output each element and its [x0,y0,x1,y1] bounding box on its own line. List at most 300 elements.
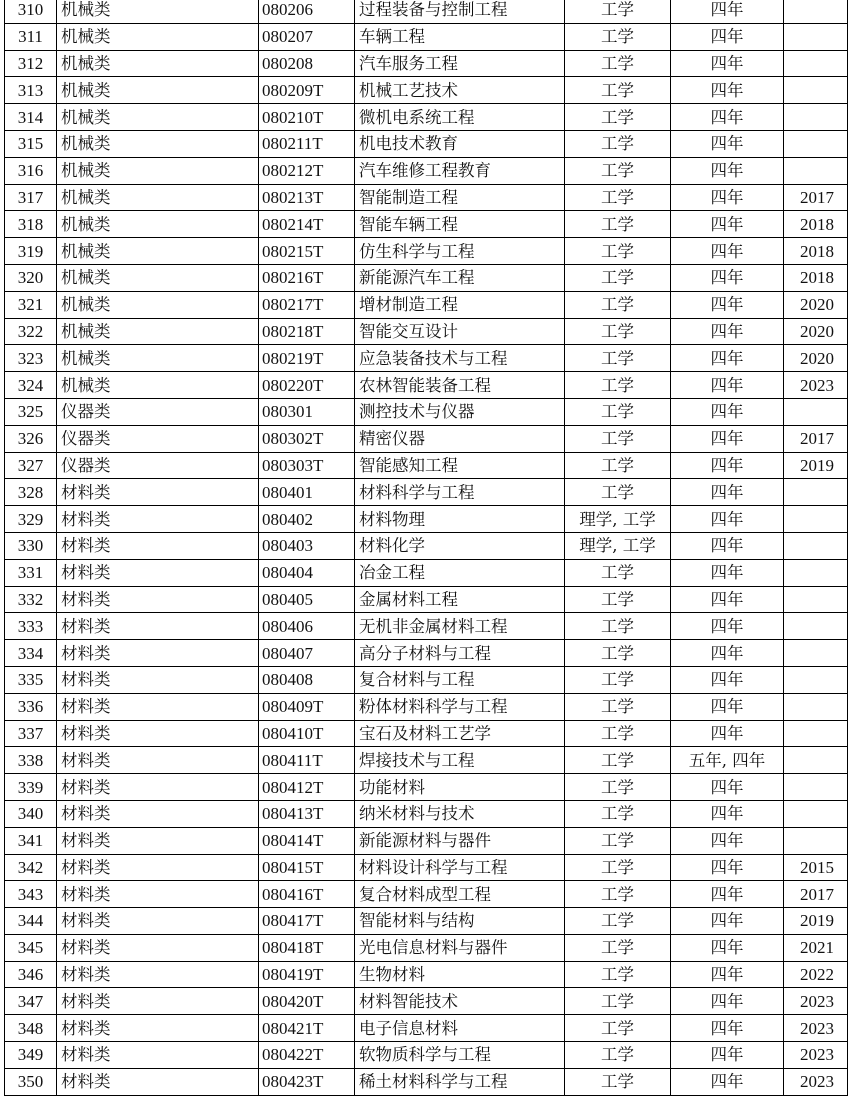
degree-cell: 工学 [565,130,671,157]
table-row [5,747,848,774]
duration-cell: 四年 [671,961,784,988]
major-code-cell: 080401 [259,479,355,506]
degree-cell: 工学 [565,238,671,265]
table-row [5,184,848,211]
year-added-cell: 2019 [784,908,848,935]
year-added-cell [784,640,848,667]
category-cell: 机械类 [57,104,259,131]
degree-cell: 理学, 工学 [565,532,671,559]
year-added-cell: 2023 [784,1015,848,1042]
category-cell: 材料类 [57,988,259,1015]
major-name-cell: 光电信息材料与器件 [355,934,565,961]
category-cell: 材料类 [57,506,259,533]
year-added-cell: 2020 [784,291,848,318]
table-row [5,774,848,801]
category-cell: 仪器类 [57,398,259,425]
year-added-cell [784,800,848,827]
row-number: 342 [5,854,57,881]
table-row [5,532,848,559]
duration-cell: 四年 [671,425,784,452]
row-number: 321 [5,291,57,318]
duration-cell: 四年 [671,506,784,533]
row-number: 319 [5,238,57,265]
duration-cell: 四年 [671,291,784,318]
degree-cell: 工学 [565,586,671,613]
major-code-cell: 080303T [259,452,355,479]
table-row [5,908,848,935]
row-number: 347 [5,988,57,1015]
table-row [5,104,848,131]
duration-cell: 四年 [671,693,784,720]
degree-cell: 工学 [565,1042,671,1069]
category-cell: 材料类 [57,720,259,747]
major-code-cell: 080420T [259,988,355,1015]
major-code-cell: 080408 [259,666,355,693]
table-row [5,961,848,988]
row-number: 313 [5,77,57,104]
year-added-cell [784,506,848,533]
table-row [5,988,848,1015]
major-code-cell: 080302T [259,425,355,452]
major-name-cell: 软物质科学与工程 [355,1042,565,1069]
row-number: 316 [5,157,57,184]
row-number: 329 [5,506,57,533]
year-added-cell [784,827,848,854]
major-name-cell: 应急装备技术与工程 [355,345,565,372]
major-name-cell: 宝石及材料工艺学 [355,720,565,747]
row-number: 341 [5,827,57,854]
major-code-cell: 080414T [259,827,355,854]
duration-cell: 四年 [671,934,784,961]
year-added-cell [784,130,848,157]
year-added-cell: 2019 [784,452,848,479]
duration-cell: 四年 [671,211,784,238]
major-name-cell: 生物材料 [355,961,565,988]
row-number: 331 [5,559,57,586]
degree-cell: 工学 [565,881,671,908]
major-code-cell: 080402 [259,506,355,533]
duration-cell: 四年 [671,1042,784,1069]
degree-cell: 工学 [565,613,671,640]
table-row [5,23,848,50]
major-code-cell: 080210T [259,104,355,131]
major-code-cell: 080423T [259,1068,355,1095]
degree-cell: 工学 [565,77,671,104]
category-cell: 材料类 [57,908,259,935]
category-cell: 材料类 [57,1068,259,1095]
category-cell: 材料类 [57,613,259,640]
category-cell: 材料类 [57,586,259,613]
row-number: 332 [5,586,57,613]
table-row [5,559,848,586]
row-number: 311 [5,23,57,50]
duration-cell: 四年 [671,1068,784,1095]
category-cell: 材料类 [57,693,259,720]
row-number: 317 [5,184,57,211]
category-cell: 机械类 [57,77,259,104]
major-code-cell: 080211T [259,130,355,157]
year-added-cell: 2022 [784,961,848,988]
row-number: 336 [5,693,57,720]
major-code-cell: 080208 [259,50,355,77]
duration-cell: 四年 [671,345,784,372]
year-added-cell: 2018 [784,238,848,265]
major-code-cell: 080407 [259,640,355,667]
major-name-cell: 材料设计科学与工程 [355,854,565,881]
table-row [5,211,848,238]
table-row [5,398,848,425]
degree-cell: 工学 [565,318,671,345]
duration-cell: 四年 [671,800,784,827]
category-cell: 材料类 [57,532,259,559]
duration-cell: 四年 [671,720,784,747]
category-cell: 机械类 [57,23,259,50]
year-added-cell: 2023 [784,1068,848,1095]
major-name-cell: 车辆工程 [355,23,565,50]
category-cell: 机械类 [57,211,259,238]
degree-cell: 工学 [565,0,671,23]
table-row [5,238,848,265]
row-number: 326 [5,425,57,452]
major-code-cell: 080220T [259,372,355,399]
duration-cell: 五年, 四年 [671,747,784,774]
table-row [5,372,848,399]
major-code-cell: 080404 [259,559,355,586]
degree-cell: 工学 [565,666,671,693]
row-number: 335 [5,666,57,693]
year-added-cell: 2017 [784,184,848,211]
degree-cell: 工学 [565,693,671,720]
duration-cell: 四年 [671,23,784,50]
table-row [5,640,848,667]
category-cell: 材料类 [57,800,259,827]
category-cell: 材料类 [57,961,259,988]
duration-cell: 四年 [671,1015,784,1042]
degree-cell: 工学 [565,264,671,291]
major-code-cell: 080216T [259,264,355,291]
year-added-cell: 2020 [784,345,848,372]
major-name-cell: 粉体材料科学与工程 [355,693,565,720]
duration-cell: 四年 [671,184,784,211]
degree-cell: 工学 [565,961,671,988]
row-number: 328 [5,479,57,506]
category-cell: 机械类 [57,238,259,265]
duration-cell: 四年 [671,318,784,345]
table-row [5,1015,848,1042]
table-row [5,345,848,372]
degree-cell: 工学 [565,372,671,399]
category-cell: 材料类 [57,1015,259,1042]
year-added-cell [784,0,848,23]
major-name-cell: 电子信息材料 [355,1015,565,1042]
major-code-cell: 080405 [259,586,355,613]
table-row [5,130,848,157]
major-name-cell: 高分子材料与工程 [355,640,565,667]
degree-cell: 理学, 工学 [565,506,671,533]
year-added-cell [784,747,848,774]
duration-cell: 四年 [671,238,784,265]
category-cell: 机械类 [57,264,259,291]
table-row [5,291,848,318]
degree-cell: 工学 [565,827,671,854]
category-cell: 机械类 [57,372,259,399]
degree-cell: 工学 [565,800,671,827]
degree-cell: 工学 [565,559,671,586]
major-code-cell: 080212T [259,157,355,184]
row-number: 337 [5,720,57,747]
degree-cell: 工学 [565,104,671,131]
row-number: 346 [5,961,57,988]
year-added-cell [784,774,848,801]
major-name-cell: 汽车维修工程教育 [355,157,565,184]
year-added-cell [784,77,848,104]
major-code-cell: 080214T [259,211,355,238]
year-added-cell [784,479,848,506]
degree-cell: 工学 [565,908,671,935]
major-name-cell: 测控技术与仪器 [355,398,565,425]
category-cell: 材料类 [57,479,259,506]
year-added-cell: 2023 [784,988,848,1015]
major-name-cell: 纳米材料与技术 [355,800,565,827]
duration-cell: 四年 [671,774,784,801]
major-name-cell: 智能感知工程 [355,452,565,479]
category-cell: 材料类 [57,640,259,667]
major-code-cell: 080417T [259,908,355,935]
table-row [5,77,848,104]
row-number: 327 [5,452,57,479]
major-name-cell: 过程装备与控制工程 [355,0,565,23]
table-row [5,586,848,613]
major-code-cell: 080411T [259,747,355,774]
row-number: 350 [5,1068,57,1095]
table-row [5,693,848,720]
category-cell: 材料类 [57,559,259,586]
degree-cell: 工学 [565,291,671,318]
table-row [5,264,848,291]
duration-cell: 四年 [671,264,784,291]
major-name-cell: 焊接技术与工程 [355,747,565,774]
major-name-cell: 新能源汽车工程 [355,264,565,291]
table-row [5,157,848,184]
year-added-cell [784,613,848,640]
major-name-cell: 智能制造工程 [355,184,565,211]
major-code-cell: 080415T [259,854,355,881]
degree-cell: 工学 [565,479,671,506]
major-name-cell: 稀土材料科学与工程 [355,1068,565,1095]
major-code-cell: 080301 [259,398,355,425]
major-name-cell: 精密仪器 [355,425,565,452]
year-added-cell: 2017 [784,425,848,452]
row-number: 340 [5,800,57,827]
major-code-cell: 080206 [259,0,355,23]
major-name-cell: 冶金工程 [355,559,565,586]
major-name-cell: 汽车服务工程 [355,50,565,77]
table-row [5,854,848,881]
row-number: 330 [5,532,57,559]
table-row [5,1068,848,1095]
major-name-cell: 复合材料成型工程 [355,881,565,908]
duration-cell: 四年 [671,157,784,184]
major-code-cell: 080406 [259,613,355,640]
category-cell: 材料类 [57,854,259,881]
degree-cell: 工学 [565,452,671,479]
duration-cell: 四年 [671,640,784,667]
category-cell: 仪器类 [57,452,259,479]
degree-cell: 工学 [565,211,671,238]
duration-cell: 四年 [671,881,784,908]
duration-cell: 四年 [671,130,784,157]
category-cell: 机械类 [57,291,259,318]
year-added-cell [784,586,848,613]
degree-cell: 工学 [565,747,671,774]
year-added-cell: 2023 [784,372,848,399]
degree-cell: 工学 [565,720,671,747]
degree-cell: 工学 [565,1015,671,1042]
table-row [5,720,848,747]
table-row [5,479,848,506]
duration-cell: 四年 [671,532,784,559]
category-cell: 机械类 [57,318,259,345]
duration-cell: 四年 [671,908,784,935]
major-name-cell: 机械工艺技术 [355,77,565,104]
category-cell: 机械类 [57,130,259,157]
major-name-cell: 智能材料与结构 [355,908,565,935]
year-added-cell [784,720,848,747]
row-number: 325 [5,398,57,425]
category-cell: 材料类 [57,1042,259,1069]
major-code-cell: 080421T [259,1015,355,1042]
duration-cell: 四年 [671,50,784,77]
major-name-cell: 新能源材料与器件 [355,827,565,854]
table-row [5,0,848,23]
year-added-cell: 2020 [784,318,848,345]
duration-cell: 四年 [671,0,784,23]
major-code-cell: 080409T [259,693,355,720]
duration-cell: 四年 [671,452,784,479]
duration-cell: 四年 [671,372,784,399]
row-number: 318 [5,211,57,238]
year-added-cell: 2021 [784,934,848,961]
duration-cell: 四年 [671,988,784,1015]
year-added-cell: 2018 [784,264,848,291]
year-added-cell: 2015 [784,854,848,881]
degree-cell: 工学 [565,23,671,50]
major-code-cell: 080416T [259,881,355,908]
table-row [5,318,848,345]
major-name-cell: 农林智能装备工程 [355,372,565,399]
row-number: 349 [5,1042,57,1069]
category-cell: 材料类 [57,747,259,774]
duration-cell: 四年 [671,666,784,693]
category-cell: 材料类 [57,774,259,801]
duration-cell: 四年 [671,479,784,506]
row-number: 348 [5,1015,57,1042]
row-number: 314 [5,104,57,131]
major-code-cell: 080422T [259,1042,355,1069]
row-number: 334 [5,640,57,667]
degree-cell: 工学 [565,345,671,372]
degree-cell: 工学 [565,640,671,667]
category-cell: 机械类 [57,345,259,372]
major-name-cell: 功能材料 [355,774,565,801]
category-cell: 机械类 [57,157,259,184]
major-code-cell: 080218T [259,318,355,345]
duration-cell: 四年 [671,854,784,881]
row-number: 344 [5,908,57,935]
row-number: 322 [5,318,57,345]
row-number: 310 [5,0,57,23]
major-code-cell: 080213T [259,184,355,211]
row-number: 338 [5,747,57,774]
table-row [5,1042,848,1069]
major-code-cell: 080219T [259,345,355,372]
major-name-cell: 仿生科学与工程 [355,238,565,265]
row-number: 324 [5,372,57,399]
major-name-cell: 金属材料工程 [355,586,565,613]
degree-cell: 工学 [565,50,671,77]
major-catalog-table [4,0,848,1096]
degree-cell: 工学 [565,425,671,452]
duration-cell: 四年 [671,104,784,131]
row-number: 312 [5,50,57,77]
degree-cell: 工学 [565,398,671,425]
duration-cell: 四年 [671,77,784,104]
major-name-cell: 复合材料与工程 [355,666,565,693]
duration-cell: 四年 [671,613,784,640]
major-code-cell: 080410T [259,720,355,747]
major-name-cell: 微机电系统工程 [355,104,565,131]
category-cell: 材料类 [57,827,259,854]
category-cell: 材料类 [57,666,259,693]
category-cell: 仪器类 [57,425,259,452]
degree-cell: 工学 [565,934,671,961]
degree-cell: 工学 [565,184,671,211]
category-cell: 材料类 [57,934,259,961]
category-cell: 机械类 [57,50,259,77]
major-name-cell: 材料科学与工程 [355,479,565,506]
table-row [5,800,848,827]
major-name-cell: 材料智能技术 [355,988,565,1015]
year-added-cell: 2023 [784,1042,848,1069]
duration-cell: 四年 [671,586,784,613]
major-name-cell: 无机非金属材料工程 [355,613,565,640]
degree-cell: 工学 [565,774,671,801]
row-number: 345 [5,934,57,961]
degree-cell: 工学 [565,157,671,184]
category-cell: 材料类 [57,881,259,908]
row-number: 315 [5,130,57,157]
major-code-cell: 080418T [259,934,355,961]
year-added-cell [784,104,848,131]
category-cell: 机械类 [57,0,259,23]
table-row [5,934,848,961]
major-code-cell: 080412T [259,774,355,801]
year-added-cell [784,666,848,693]
row-number: 320 [5,264,57,291]
major-name-cell: 材料化学 [355,532,565,559]
table-row [5,506,848,533]
major-code-cell: 080403 [259,532,355,559]
year-added-cell: 2017 [784,881,848,908]
row-number: 343 [5,881,57,908]
major-code-cell: 080207 [259,23,355,50]
table-row [5,425,848,452]
row-number: 333 [5,613,57,640]
year-added-cell [784,398,848,425]
major-name-cell: 材料物理 [355,506,565,533]
major-code-cell: 080209T [259,77,355,104]
table-row [5,827,848,854]
